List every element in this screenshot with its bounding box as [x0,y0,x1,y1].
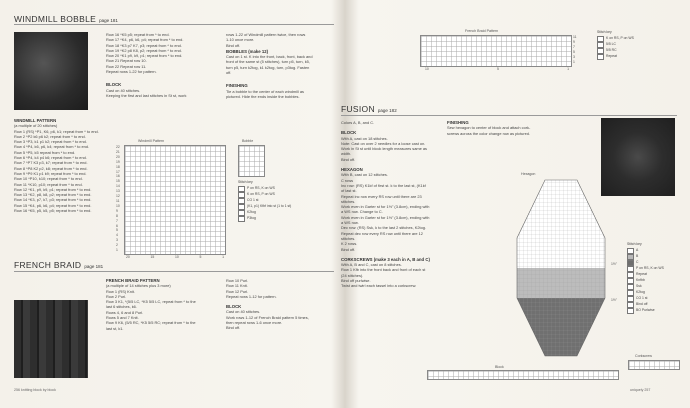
fusion-title: FUSION page 182 [341,104,397,114]
pattern-line: Bind off. [226,42,241,48]
chart-axis-number: 10 [175,255,179,259]
bobble-chart [238,145,265,177]
pattern-line: last 6 stitches, k6. [106,304,137,310]
stitch-key-label: (K1, p1) Kfbf into st (1 to 1 st) [247,203,292,208]
right-footer: uniquely 257 [630,388,651,392]
french-braid-rule [14,271,334,272]
block-line: then repeat rows 1-6 once more. [226,320,283,326]
stitch-key-swatch [597,54,604,60]
corkscrew-line: Twist and twirl each tassel into a corkscrew. [341,283,417,289]
fusion-text-col1: Colors A, B, and C. BLOCK With A, cast on 18 stitches. Note: Cast on over 2 needles for a loose cast on. Work in St st until block length measures same as width. Bind off. HEXAGON With B, cast on 12 stitches. C rows Inc row: (RS) K1kf of first st. k to the last st, (K1kf of last st. Repeat inc row every RS row until there are 23 stitches. Work even in Garter st for 1½" (3.8cm), ending with a WS row. Change to C. Work even in Garter st for 1½" (3.8cm), ending with a WS row. Dec row: (RS) Ssk, k to the last 2 stitches, K2tog. Repeat dec row every RS row until there are 12 stitches. K 2 rows. Bind off. CORKSCREWS (make 3 each in A, B and C) With A, B and C, cast on 8 stitches. Row 1 Kfb into the front back and front of each st (24 stitches). Bind off purlwise. Twist and twirl each tassel into a corkscrew. [341,120,447,289]
pattern-line: Row 21 Repeat row 10. [106,58,147,64]
windmill-rule [14,24,334,25]
chart-axis-number: 3 [116,238,118,243]
chart-axis-number: 11 [573,35,577,39]
pattern-line: Row 11 *K10, p10; repeat from * to end. [14,181,83,187]
pattern-line: Row 14 *K3, p7, k7, p3; repeat from * to end. [14,197,92,203]
windmill-col-numbers [126,255,224,259]
stitch-key-label: Knfbb [636,277,645,282]
stitch-key-label: P3tog [247,215,256,220]
pattern-line: 1-10 once more. [226,37,255,43]
windmill-pattern-text: WINDMILL PATTERN (a multiple of 20 stitches) Row 1 (RS) *P1, K6, p6, k1; repeat from * to end. Row 2 *P2 k6 p6 k2; repeat from * to end. Row 3 *P3, k1 p1 k2; repeat from * to end. Row 4 *P4, k6, p6, k4; repeat from * to end. Row 5 *P5, k5 repeat from * to end. Row 6 *P4, k4 p4 k6; repeat from * to end. Row 7 *P7 K3 p3, k7; repeat from * to end. Row 8 *P8 K2 p2, k8; repeat from * to end. Row 9 *P9 K1 p1 k9; repeat from * to end. Row 10 *P10, k10; repeat from * to end. Row 11 *K10, p10; repeat from * to end. Row 12 *K1, p9, k9, p1; repeat from * to end. Row 13 *K2, p8, k8, p2; repeat from * to end. Row 14 *K3, p7, k7, p3; repeat from * to end. Row 15 *K4, p6, k6, p4; repeat from * to end. Row 16 *K5, p5, k5, p5; repeat from * to end. [14,118,102,213]
pattern-line: Repeat rows 1-12 for pattern. [226,293,277,299]
stitch-key-label: A [636,247,639,252]
pattern-line: (a multiple of 20 stitches) [14,123,58,129]
windmill-title: WINDMILL BOBBLE page 181 [14,14,118,24]
bobble-chart-title: Bobble [242,139,254,143]
chart-axis-number: 22 [116,145,120,149]
bobble-line: front of the same st (5 stitches), turn p5, turn, k5, [226,59,310,65]
stitch-key-label: 5/5 RC [606,47,617,52]
pattern-line: Row 1 (RS) Knit. [106,288,135,294]
hexagon-chart [515,178,607,358]
pattern-line: rows 1-22 of Windmill pattern twice, then rows [226,32,306,37]
chart-axis-number: 10 [425,67,429,71]
french-braid-row-numbers [573,35,577,65]
chart-axis-number: 10 [116,203,120,208]
windmill-swatch-photo [14,32,88,110]
hexagon-line: Repeat dec row every RS row until there are 12 [341,230,423,236]
pattern-line: Row 8 *P8 K2 p2, k8; repeat from * to end. [14,165,88,171]
hexagon-chart-title: Hexagon [521,172,536,176]
block-line: Keeping the first and last stitches in St st, work [106,92,187,98]
bobble-line: Cast on 1 st. K into the front, back, front, back and [226,54,313,60]
hexagon-line: With B, cast on 12 stitches. [341,172,388,178]
block-line: width. [341,151,352,157]
finishing-line: Tie a bobble to the center of each windmill as [226,88,304,94]
windmill-stitch-key: Stitch key P on RS, K on WS K on RS, P on WS CO 1 st (K1, p1) Kfbf into st (1 to 1 st) K2tog P3tog [238,180,292,220]
stitch-key-label: Repeat [606,53,617,58]
french-braid-chart-title: French Braid Pattern [465,29,499,33]
hexagon-line: stitches. [341,235,356,241]
french-braid-chart [420,35,572,67]
stitch-key-item [627,308,664,314]
chart-axis-number: 1 [222,255,224,259]
windmill-chart-title: Windmill Pattern [138,139,165,143]
chart-axis-number: 7 [116,218,118,223]
stitch-key-label: Bind off [636,301,648,306]
french-braid-pattern-text: FRENCH BRAID PATTERN (a multiple of 14 stitches plus 3 more) Row 1 (RS) Knit. Row 2 Purl. Row 3 K1, *(5/5 LC, *K5 5/5 LC, repeat from * to the last 6 stitches, k6. Rows 4, 6 and 8 Purl. Rows 5 and 7 Knit. Row 9 K6, (5/5 RC, *K5 5/5 RC; repeat from * to the last st, k1. [106,278,232,331]
hexagon-line: Bind off. [341,246,356,252]
pattern-line: Row 22 Repeat row 11. [106,63,147,69]
chart-axis-number: 5 [199,255,202,259]
chart-axis-number: 15 [116,179,120,184]
stitch-key-item [238,216,291,222]
pattern-line: Row 2 Purl. [106,293,127,299]
french-braid-col2: Row 10 Purl. Row 11 Knit. Row 12 Purl. Repeat rows 1-12 for pattern. BLOCK Cast on 40 stitches. Work rows 1-12 of French Braid pattern 5 times, then repeat rows 1-6 once more. Bind off. [226,278,336,331]
chart-axis-number: 3 [573,55,575,59]
hexagon-line: Repeat inc row every RS row until there are 23 [341,193,422,199]
windmill-row-numbers [116,145,120,253]
stitch-key-label: BO Purlwise [636,307,655,312]
chart-axis-number: 1 [116,248,118,253]
finishing-line: Sew hexagon to center of block and attach cork- [447,125,531,131]
chart-axis-number: 5 [116,228,118,233]
pattern-line: Rows 4, 6 and 8 Purl. [106,309,144,315]
corkscrew-line: Row 1 Kfb into the front back and front of each st [341,267,426,273]
corkscrew-line: (24 stitches). [341,272,364,278]
block-chart [427,370,619,380]
french-braid-col-numbers [425,67,569,71]
stitch-key-label: B [636,253,639,258]
chart-axis-number: 9 [573,40,575,44]
chart-axis-number: 11 [116,198,120,203]
chart-axis-number: 5 [573,50,575,54]
finishing-line: screws across the color change row as pictured. [447,130,531,136]
pattern-line: Row 12 *K1, p9, k9, p1; repeat from * to end. [14,186,92,192]
corkscrew-line: Bind off purlwise. [341,278,371,284]
pattern-line: Row 3 *P3, k1 p1 k2; repeat from * to end. [14,139,87,145]
pattern-line: (a multiple of 14 stitches plus 3 more) [106,283,171,289]
pattern-line: Row 5 *P5, k5 repeat from * to end. [14,149,76,155]
pattern-line: Row 15 *K4, p6, k6, p4; repeat from * to end. [14,202,92,208]
pattern-line: Row 9 K6, (5/5 RC, *K5 5/5 RC; repeat from * to the [106,320,196,326]
chart-axis-number: 4 [116,233,118,238]
pattern-line: Row 2 *P2 k6 p6 k2; repeat from * to end. [14,133,86,139]
stitch-key-swatch [627,308,634,314]
hexagon-line: Work even in Garter st for 1½" (3.8cm), ending with [341,214,430,220]
chart-axis-number: 14 [116,184,120,189]
measurement-upper: 1½" [611,262,617,266]
stitch-key-label: K on RS, P on WS [247,191,275,196]
pattern-line: Row 16 *K5 p5; repeat from * to end. [106,32,170,37]
stitch-key-label: C [636,259,639,264]
hexagon-line: Inc row: (RS) K1kf of first st. k to the last st, (K1kf [341,182,426,188]
chart-axis-number: 17 [116,169,120,174]
chart-axis-number: 20 [126,255,130,259]
french-braid-swatch-photo [14,300,88,378]
pattern-line: Row 10 *P10, k10; repeat from * to end. [14,176,83,182]
chart-axis-number: 2 [116,243,118,248]
fusion-rule [341,115,677,116]
pattern-line: Row 11 Knit. [226,283,248,289]
windmill-col3: rows 1-22 of Windmill pattern twice, then rows 1-10 once more. Bind off. BOBBLES (make 12) Cast on 1 st. K into the front, back, front, back and front of the same st (5 stitches), turn p5, turn, k5, turn p5, turn k2tog, k1 k2tog, turn, p3tog. Fasten off. FINISHING Tie a bobble to the center of each windmill as pictured. Hide the ends inside the bobbles. [226,32,338,99]
pattern-line: Row 13 *K2, p8, k8, p2; repeat from * to end. [14,192,92,198]
left-footer: 256 knitting block by block [14,388,56,392]
chart-axis-number: 16 [116,174,120,179]
block-line: Work rows 1-12 of French Braid pattern 5 times, [226,314,309,320]
hexagon-line: of last st. [341,188,357,194]
block-line: Cast on 40 stitches. [106,87,141,93]
chart-axis-number: 6 [116,223,118,228]
chart-axis-number: 1 [573,60,575,64]
french-braid-stitch-key: Stitch key K on RS, P on WS 5/5 LC 5/5 RC Repeat [597,30,634,58]
pattern-line: Row 20 *K1 p9, k9, p1; repeat from * to end. [106,53,183,59]
chart-axis-number: 12 [116,194,120,199]
pattern-line: Row 9 *P9 K1 p1 k9; repeat from * to end. [14,170,87,176]
corkscrew-chart-title: Corkscrew [635,354,652,358]
block-line: Bind off. [226,325,241,331]
stitch-key-label: P on RS, K on WS [247,185,275,190]
pattern-line: Row 10 Purl. [226,278,249,283]
chart-axis-number: 8 [116,213,118,218]
chart-axis-number: 20 [116,154,120,159]
chart-axis-number: 7 [573,45,575,49]
chart-axis-number: 9 [116,208,118,213]
block-line: With A, cast on 18 stitches. [341,135,388,141]
stitch-key-label: CO 1 st [247,197,259,202]
pattern-line: Row 7 *P7 K3 p3, k7; repeat from * to end. [14,160,88,166]
stitch-key-label: P on RS, K on WS [636,265,664,270]
chart-axis-number: 13 [116,189,120,194]
chart-axis-number: 1 [567,67,569,71]
pattern-line: Row 18 *K3 p7 K7, p3; repeat from * to end. [106,42,182,48]
measurement-lower: 1½" [611,298,617,302]
chart-axis-number: 15 [150,255,155,259]
block-line: Cast on 40 stitches. [226,309,261,315]
pattern-line: Row 6 *P4, k4 p4 k6; repeat from * to end. [14,155,87,161]
pattern-line: Row 1 (RS) *P1, K6, p6, k1; repeat from * to end. [14,128,99,134]
fusion-swatch-photo [601,118,675,196]
pattern-line: Row 3 K1, *(5/5 LC, *K5 5/5 LC, repeat from * to the [106,299,196,305]
hexagon-line: K 2 rows. [341,241,358,247]
stitch-key-label: K2tog [247,209,256,214]
stitch-key-item [597,54,634,60]
pattern-line: Row 17 *K4, p6, k6, p4; repeat from * to end. [106,37,184,43]
finishing-line: pictured. Hide the ends inside the bobbles. [226,93,300,99]
stitch-key-label: 5/5 LC [606,41,616,46]
stitch-key-label: K2tog [636,289,645,294]
block-line: Work in St st until block length measures same as [341,146,427,152]
stitch-key-label: Ssk [636,283,642,288]
chart-axis-number: 21 [116,149,120,154]
hexagon-line: a WS row. Change to C. [341,209,383,215]
chart-axis-number: 5 [497,67,499,71]
windmill-col2: Row 16 *K5 p5; repeat from * to end. Row 17 *K4, p6, k6, p4; repeat from * to end. Row 18 *K3 p7 K7, p3; repeat from * to end. Row 19 *K2 p8 K8, p2; repeat from * to end. Row 20 *K1 p9, k9, p1; repeat from * to end. Row 21 Repeat row 10. Row 22 Repeat row 11. Repeat rows 1-22 for pattern. BLOCK Cast on 40 stitches. Keeping the first and last stitches in St st, work [106,32,226,98]
pattern-line: Row 16 *K5, p5, k5, p5; repeat from * to end. [14,208,92,214]
hexagon-line: Dec row: (RS) Ssk, k to the last 2 stitches, K2tog. [341,225,426,231]
hexagon-line: Work even in Garter st for 1½" (3.8cm), ending with [341,204,430,210]
block-line: Note: Cast on over 2 needles for a loose cast on. [341,140,426,146]
hexagon-line: stitches. [341,198,356,204]
stitch-key-label: Repeat [636,271,647,276]
hexagon-line: C rows [341,177,354,183]
stitch-key-label: K on RS, P on WS [606,35,634,40]
stitch-key-swatch [238,216,245,222]
pattern-line: Row 12 Purl. [226,288,249,294]
pattern-line: Row 19 *K2 p8 K8, p2; repeat from * to end. [106,47,182,53]
corkscrew-line: With A, B and C, cast on 8 stitches. [341,262,402,268]
bobble-line: turn p5, turn k2tog, k1 k2tog, turn, p3tog. Fasten [226,64,310,70]
pattern-line: last st, k1. [106,325,124,331]
french-braid-title: FRENCH BRAID page 181 [14,260,104,270]
stitch-key-label: CO 1 st [636,295,648,300]
pattern-line: Repeat rows 1-22 for pattern. [106,69,157,75]
block-line: Bind off. [341,156,356,162]
chart-axis-number: 19 [116,159,120,164]
block-chart-title: Block [495,365,504,369]
pattern-line: Row 4 *P4, k6, p6, k4; repeat from * to end. [14,144,90,150]
bobble-line: off. [226,70,232,76]
corkscrew-chart [628,360,680,370]
windmill-chart [124,145,226,255]
chart-axis-number: 18 [116,164,120,169]
hexagon-line: a WS row. [341,220,359,226]
fusion-stitch-key: Stitch key A B C P on RS, K on WS Repeat Knfbb Ssk K2tog CO 1 st Bind off BO Purlwise [627,242,664,312]
fusion-text-col2: FINISHING Sew hexagon to center of block and attach cork- screws across the color change row as pictured. [447,120,557,136]
pattern-line: Rows 5 and 7 Knit. [106,315,139,321]
right-page [341,0,690,408]
